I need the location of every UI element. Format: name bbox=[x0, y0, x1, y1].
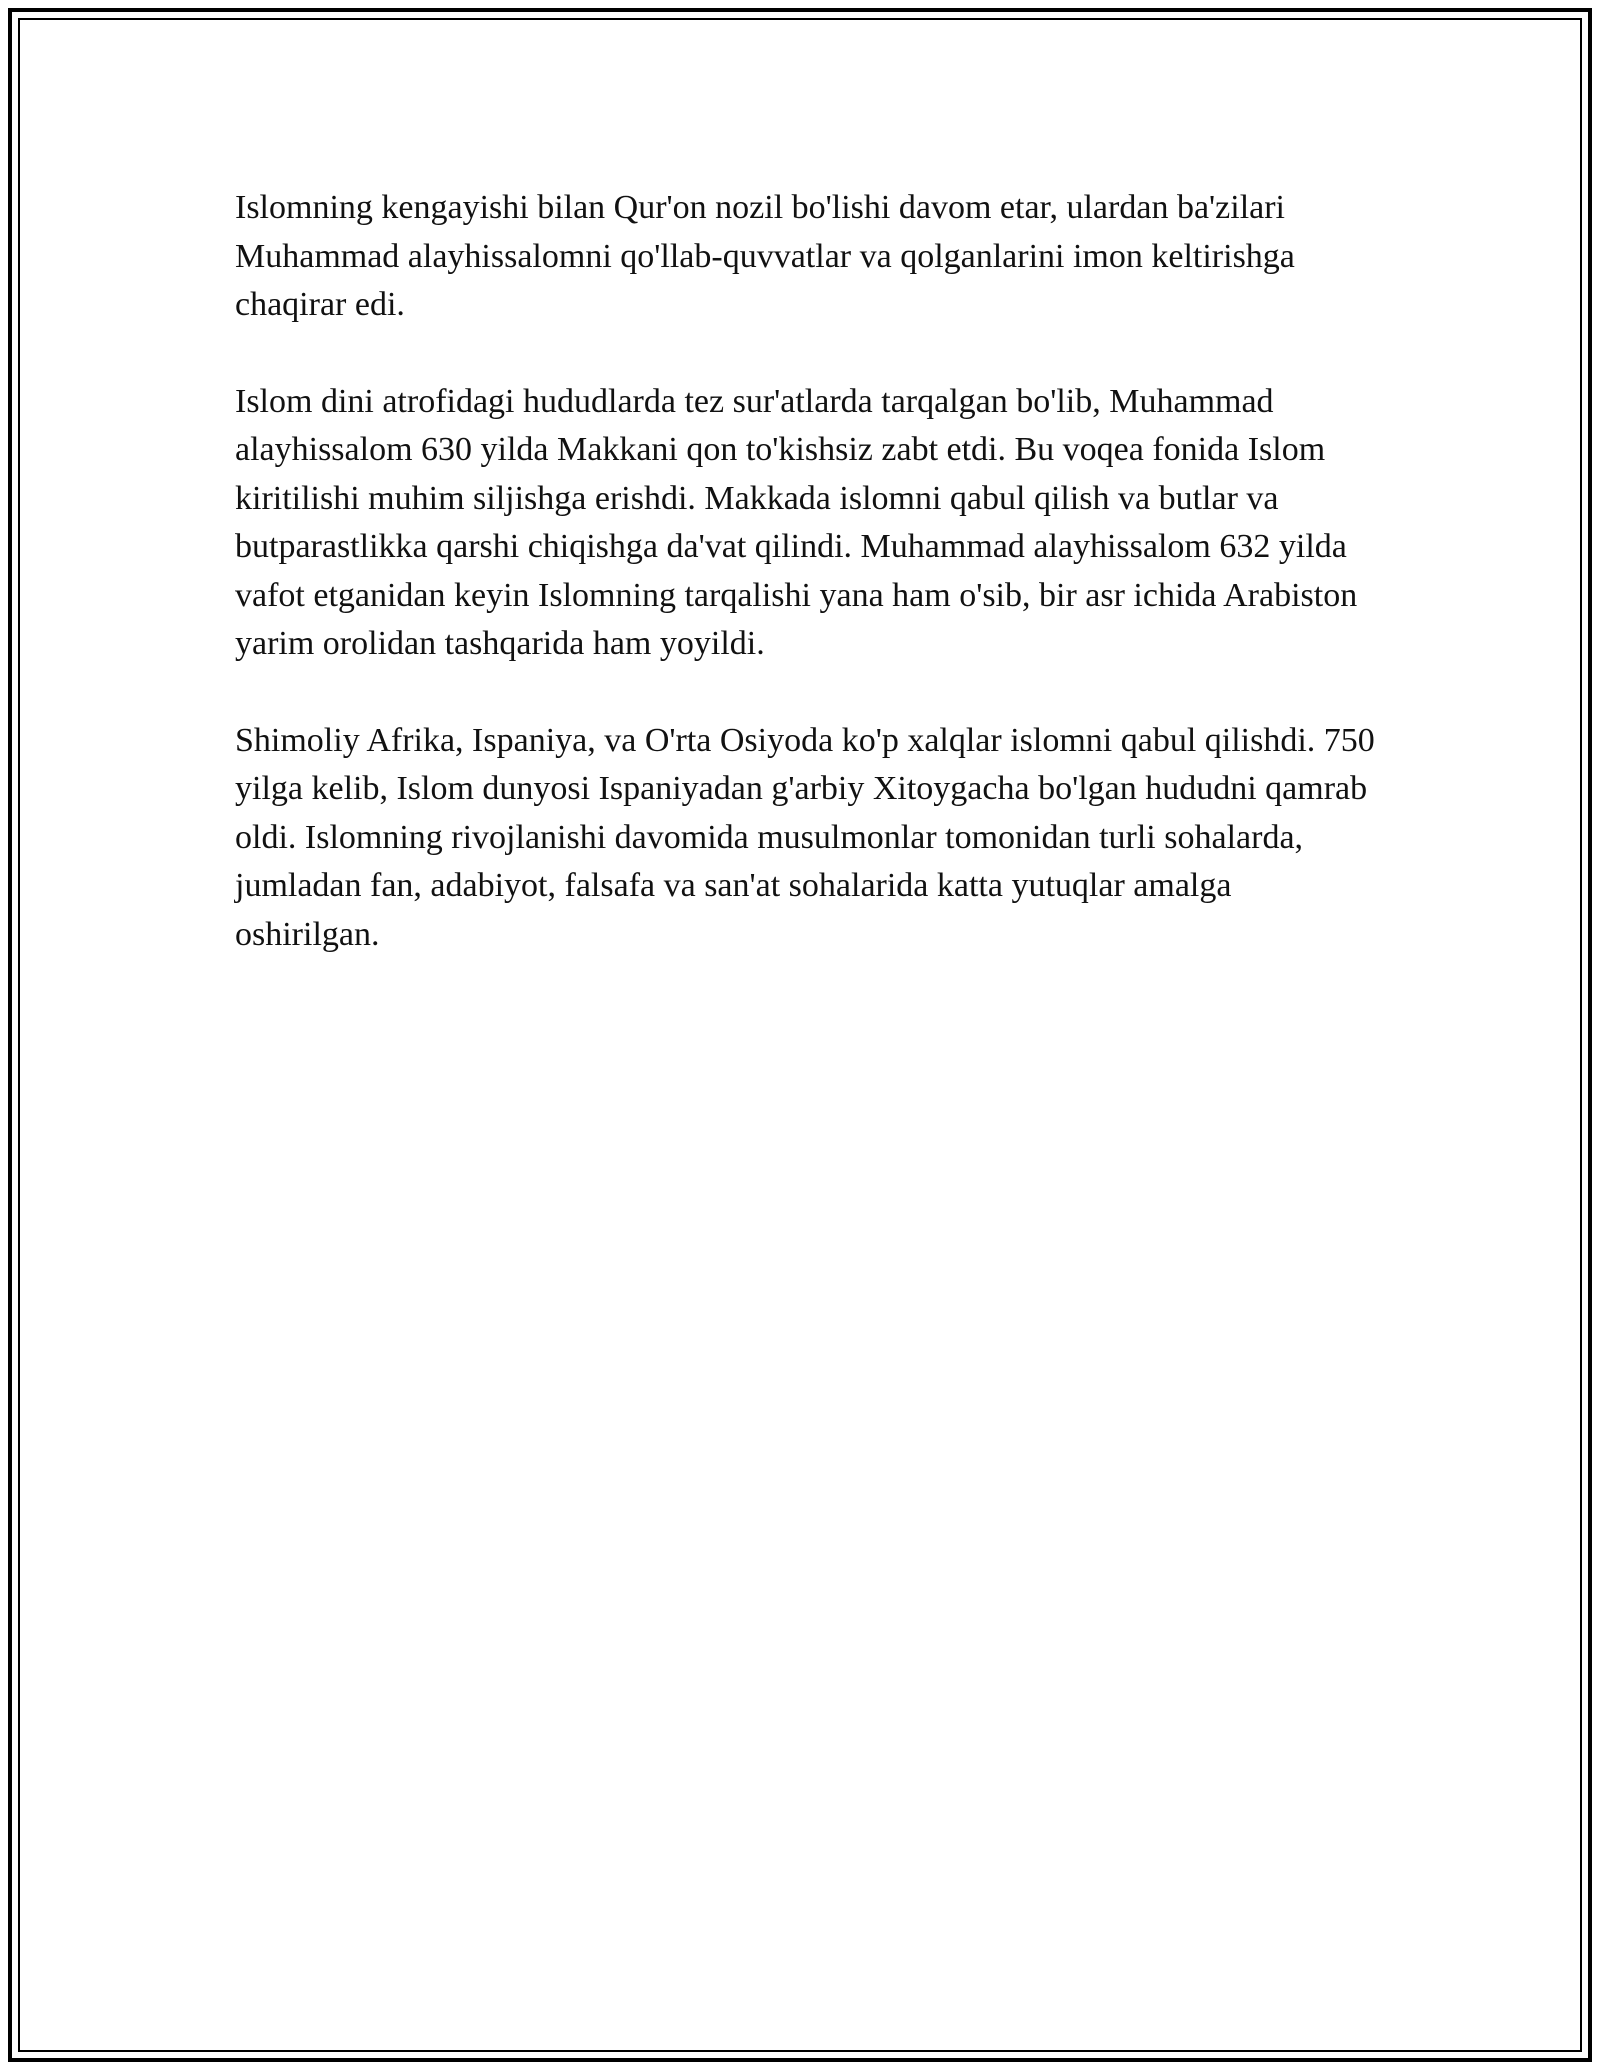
paragraph-3: Shimoliy Afrika, Ispaniya, va O'rta Osiyoda ko'p xalqlar islomni qabul qilishdi. 750 yilga kelib, Islom dunyosi Ispaniyadan g'arbiy Xitoygacha bo'lgan hududni qamrab oldi. Islomning rivojlanishi davomida musulmonlar tomonidan turli sohalarda, jumladan fan, adabiyot, falsafa va san'at sohalarida katta yutuqlar amalga oshirilgan. bbox=[235, 721, 1375, 953]
paragraph-1: Islomning kengayishi bilan Qur'on nozil bo'lishi davom etar, ulardan ba'zilari Muhammad alayhissalomni qo'llab-quvvatlar va qolganlarini imon keltirishga chaqirar edi. bbox=[235, 189, 1295, 323]
document-body bbox=[235, 184, 1375, 1007]
paragraph-2: Islom dini atrofidagi hududlarda tez sur'atlarda tarqalgan bo'lib, Muhammad alayhissalom 630 yilda Makkani qon to'kishsiz zabt etdi. Bu voqea fonida Islom kiritilishi muhim siljishga erishdi. Makkada islomni qabul qilish va butlar va butparastlikka qarshi chiqishga da'vat qilindi. Muhammad alayhissalom 632 yilda vafot etganidan keyin Islomning tarqalishi yana ham o'sib, bir asr ichida Arabiston yarim orolidan tashqarida ham yoyildi. bbox=[235, 382, 1358, 662]
